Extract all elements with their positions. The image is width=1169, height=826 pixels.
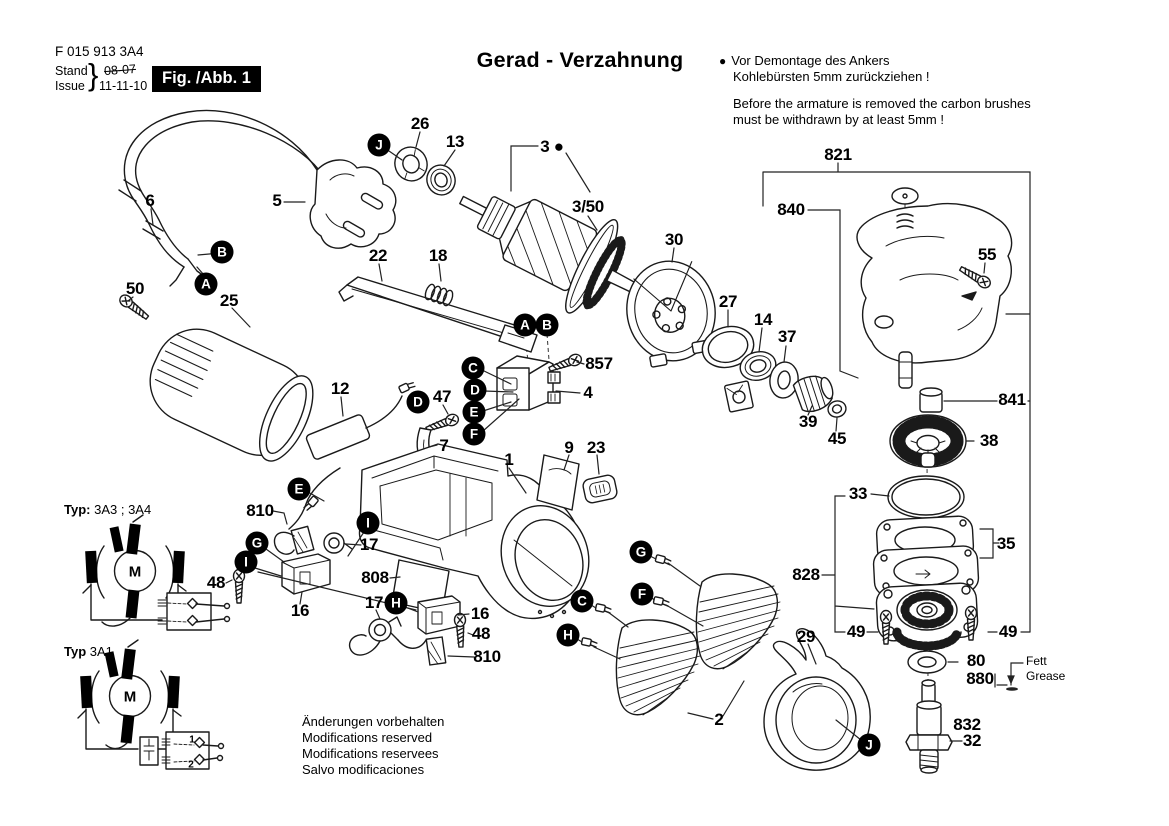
callout-F: F xyxy=(631,583,654,606)
part-label-2: 2 xyxy=(714,710,724,729)
callout-J: J xyxy=(858,734,881,757)
part-label-841: 841 xyxy=(998,390,1026,409)
part-label-18: 18 xyxy=(428,246,448,265)
part-label-350: 3/50 xyxy=(572,197,604,216)
part-label-49: 49 xyxy=(998,622,1018,641)
part-label-29: 29 xyxy=(796,627,816,646)
gear-housing-drawing xyxy=(857,188,1012,412)
part-label-840: 840 xyxy=(777,200,805,219)
schematic-3a1 xyxy=(78,640,224,769)
part-label-55: 55 xyxy=(977,245,997,264)
part-label-13: 13 xyxy=(445,132,465,151)
foil-9-drawing xyxy=(537,455,579,510)
callout-D: D xyxy=(464,379,487,402)
callout-H: H xyxy=(385,592,408,615)
part-label-17: 17 xyxy=(364,593,384,612)
part-label-4: 4 xyxy=(583,383,593,402)
part-label-828: 828 xyxy=(792,565,820,584)
screw-48-left-icon xyxy=(234,570,245,604)
part-label-37: 37 xyxy=(777,327,797,346)
footer-line: Änderungen vorbehalten xyxy=(302,714,445,729)
callout-B: B xyxy=(536,314,559,337)
part-label-1: 1 xyxy=(504,450,514,469)
bearing-13-drawing xyxy=(423,161,460,199)
part-label-35: 35 xyxy=(996,534,1016,553)
part-label-16: 16 xyxy=(470,604,490,623)
warning-en-line1: Before the armature is removed the carbon brushes xyxy=(733,96,1031,111)
part-label-857: 857 xyxy=(585,354,613,373)
part-label-48: 48 xyxy=(471,624,491,643)
ring-26-drawing xyxy=(390,143,432,186)
callout-D: D xyxy=(407,391,430,414)
part-label-821: 821 xyxy=(824,145,852,164)
document-part-number: F 015 913 3A4 xyxy=(55,44,144,59)
part-label-7: 7 xyxy=(439,436,449,455)
part-label-832: 832 xyxy=(953,715,981,734)
revision-notice xyxy=(302,714,444,778)
warning-de-line1: Vor Demontage des Ankers xyxy=(731,53,890,68)
part-label-14: 14 xyxy=(753,310,773,329)
field-coil-left-drawing xyxy=(616,620,700,715)
callout-I: I xyxy=(235,551,258,574)
part-label-880: 880 xyxy=(966,669,994,688)
washer-80-drawing xyxy=(908,651,946,673)
callout-E: E xyxy=(463,401,486,424)
brush-holder-right-drawing xyxy=(418,596,460,634)
rear-cover-drawing xyxy=(136,315,324,470)
part-label-17: 17 xyxy=(359,535,379,554)
grease-note xyxy=(1026,654,1065,684)
bell-cover-drawing xyxy=(764,629,870,770)
part-label-22: 22 xyxy=(368,246,388,265)
part-label-32: 32 xyxy=(962,731,982,750)
part-label-810: 810 xyxy=(246,501,274,520)
coil-lead-h-icon xyxy=(581,638,597,648)
warning-en-line2: must be withdrawn by at least 5mm ! xyxy=(733,112,944,127)
stand-issue-brace: } xyxy=(88,57,99,92)
callout-I: I xyxy=(357,512,380,535)
callout-A: A xyxy=(514,314,537,337)
o-ring-33-drawing xyxy=(888,476,964,518)
part-label-5: 5 xyxy=(272,191,282,210)
callout-J: J xyxy=(368,134,391,157)
schematic-text-M: M xyxy=(128,563,142,581)
screw-48-right-icon xyxy=(454,613,466,647)
schematic-text-M: M xyxy=(123,688,137,706)
part-label-23: 23 xyxy=(586,438,606,457)
part-label-810: 810 xyxy=(473,647,501,666)
linkage-bar-drawing xyxy=(339,277,537,352)
part-label-48: 48 xyxy=(206,573,226,592)
part-label-12: 12 xyxy=(330,379,350,398)
part-label-45: 45 xyxy=(827,429,847,448)
part-label-25: 25 xyxy=(219,291,239,310)
switch-button-23-drawing xyxy=(582,474,618,504)
issue-label: Issue xyxy=(55,79,85,93)
part-label-26: 26 xyxy=(410,114,430,133)
part-label-49: 49 xyxy=(846,622,866,641)
footer-line: Modifications reserved xyxy=(302,730,433,745)
schematic-text-1: 1 xyxy=(189,734,195,746)
part-label-9: 9 xyxy=(564,438,574,457)
callout-F: F xyxy=(463,423,486,446)
power-plug-drawing xyxy=(310,160,396,248)
warning-bullet-icon: ● xyxy=(719,54,727,68)
square-nut-drawing xyxy=(724,381,753,412)
part-label-30: 30 xyxy=(664,230,684,249)
callout-C: C xyxy=(462,357,485,380)
part-label-39: 39 xyxy=(798,412,818,431)
typ-label-0: Typ: 3A3 ; 3A4 xyxy=(64,502,152,517)
typ-label-1: Typ 3A1 xyxy=(64,644,113,659)
part-label-33: 33 xyxy=(848,484,868,503)
part-label-80: 80 xyxy=(966,651,986,670)
callout-G: G xyxy=(630,541,653,564)
callout-C: C xyxy=(571,590,594,613)
part-label-808: 808 xyxy=(361,568,389,587)
footer-line: Modifications reservees xyxy=(302,746,439,761)
callout-A: A xyxy=(195,273,218,296)
part-label-50: 50 xyxy=(125,279,145,298)
carbon-brush-warning xyxy=(719,53,1031,128)
stand-label: Stand xyxy=(55,64,88,78)
crown-gear-drawing xyxy=(890,415,966,467)
page-title: Gerad - Verzahnung xyxy=(476,48,684,72)
callout-G: G xyxy=(246,532,269,555)
field-coil-right-drawing xyxy=(696,574,780,669)
schematic-text-2: 2 xyxy=(188,759,194,771)
part-label-38: 38 xyxy=(979,431,999,450)
brush-810-left-drawing xyxy=(274,526,313,554)
part-label-3: 3 ● xyxy=(540,137,564,156)
callout-B: B xyxy=(211,241,234,264)
old-revision-date: 08-07 xyxy=(103,61,137,79)
revision-date: 11-11-10 xyxy=(99,79,148,93)
part-label-16: 16 xyxy=(290,601,310,620)
brush-810-right-drawing xyxy=(426,637,445,665)
spring-17-right-drawing xyxy=(350,617,426,655)
grease-note-en: Grease xyxy=(1026,669,1066,683)
spring-17-left-drawing xyxy=(324,533,352,553)
part-label-6: 6 xyxy=(145,191,155,210)
switch-drawing xyxy=(497,356,560,410)
callout-H: H xyxy=(557,624,580,647)
callout-E: E xyxy=(288,478,311,501)
footer-line: Salvo modificaciones xyxy=(302,762,425,777)
part-label-47: 47 xyxy=(432,387,452,406)
warning-de-line2: Kohlebürsten 5mm zurückziehen ! xyxy=(733,69,930,84)
grease-note-de: Fett xyxy=(1026,654,1047,668)
spindle-drawing xyxy=(906,680,952,773)
figure-number-badge: Fig. /Abb. 1 xyxy=(152,66,261,92)
part-label-27: 27 xyxy=(718,292,738,311)
